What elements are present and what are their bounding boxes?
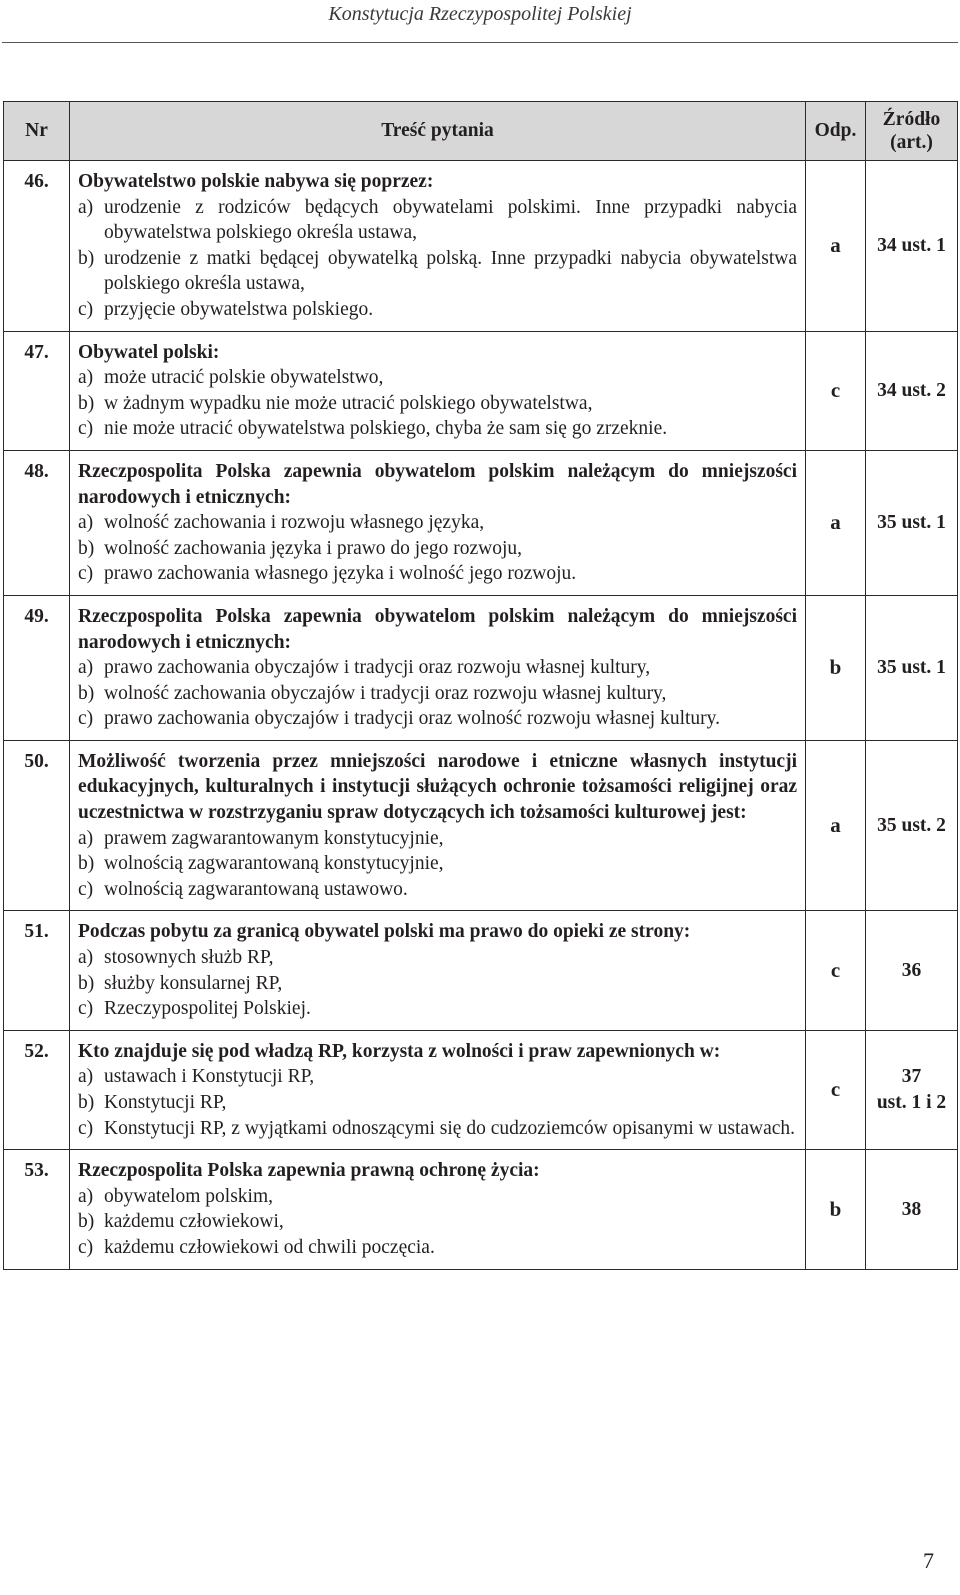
option-text: każdemu człowiekowi od chwili poczęcia. (104, 1236, 435, 1258)
option-letter: b) (78, 853, 95, 875)
source-article (866, 1150, 958, 1269)
option-text: prawo zachowania własnego języka i wolność jego rozwoju. (104, 563, 577, 585)
source-article (866, 740, 958, 911)
option-letter: c) (78, 1236, 94, 1258)
question-cell (70, 740, 806, 911)
question-number: 50. (4, 740, 70, 911)
answer-option (78, 297, 797, 323)
answer-option (78, 536, 797, 562)
answer-option (78, 246, 797, 297)
option-letter: b) (78, 682, 95, 704)
answer-option (78, 195, 797, 246)
header-answer: Odp. (806, 102, 866, 161)
option-text: stosownych służb RP, (104, 947, 274, 969)
question-cell (70, 595, 806, 740)
question-text: Obywatelstwo polskie nabywa się poprzez: (78, 171, 434, 192)
table-row (4, 740, 958, 911)
answer-option (78, 1184, 797, 1210)
option-letter: a) (78, 1185, 94, 1207)
option-text: w żadnym wypadku nie może utracić polskiego obywatelstwa, (104, 392, 593, 414)
option-text: prawo zachowania obyczajów i tradycji oraz rozwoju własnej kultury, (104, 657, 651, 679)
answer-option (78, 416, 797, 442)
option-text: urodzenie z rodziców będących obywatelami polskimi. Inne przypadki nabycia obywatelstwa polskiego określa ustawa, (104, 196, 797, 244)
question-cell (70, 161, 806, 332)
option-letter: b) (78, 1092, 95, 1113)
answer-option (78, 510, 797, 536)
question-text: Rzeczpospolita Polska zapewnia obywatelom polskim należącym do mniejszości narodowych i etnicznych: (78, 605, 797, 653)
question-cell (70, 1030, 806, 1149)
option-letter: b) (78, 972, 95, 994)
questions-body (4, 161, 958, 1270)
question-text: Możliwość tworzenia przez mniejszości narodowe i etniczne własnych instytucji edukacyjnych, kulturalnych i instytucji służących ochronie tożsamości religijnej oraz uczestnictwa w rozstrzyganiu spraw dotyczących ich tożsamości kulturowej jest: (78, 750, 797, 824)
source-line: 35 ust. 1 (877, 657, 946, 679)
table-row (4, 1030, 958, 1149)
question-number: 46. (4, 161, 70, 332)
option-text: wolnością zagwarantowaną ustawowo. (104, 878, 408, 900)
source-line: 37 (901, 1066, 922, 1088)
option-text: wolność zachowania obyczajów i tradycji oraz rozwoju własnej kultury, (104, 682, 667, 704)
question-text: Podczas pobytu za granicą obywatel polski ma prawo do opieki ze strony: (78, 921, 691, 943)
source-line: 38 (901, 1198, 922, 1220)
source-article (866, 595, 958, 740)
answer-option (78, 996, 797, 1022)
table-row (4, 1150, 958, 1269)
running-head: Konstytucja Rzeczypospolitej Polskiej (328, 3, 632, 25)
page-number: 7 (923, 1548, 934, 1573)
option-text: obywatelom polskim, (104, 1185, 273, 1207)
source-article (866, 1030, 958, 1149)
question-text: Kto znajduje się pod władzą RP, korzysta z wolności i praw zapewnionych w: (78, 1040, 721, 1062)
question-text: Rzeczpospolita Polska zapewnia prawną ochronę życia: (78, 1160, 540, 1182)
question-number: 48. (4, 450, 70, 595)
header-nr: Nr (4, 102, 70, 161)
table-row (4, 161, 958, 332)
correct-answer: a (806, 161, 866, 332)
answer-option (78, 1116, 797, 1142)
question-number: 47. (4, 331, 70, 450)
header-source-line1: Źródło (882, 109, 941, 130)
header-source (866, 102, 958, 161)
option-text: prawem zagwarantowanym konstytucyjnie, (104, 827, 444, 849)
header-rule (2, 42, 958, 43)
question-number: 52. (4, 1030, 70, 1149)
option-letter: a) (78, 1066, 94, 1088)
source-line: ust. 1 i 2 (876, 1092, 947, 1113)
answer-option (78, 391, 797, 417)
option-letter: c) (78, 418, 94, 440)
source-article (866, 911, 958, 1030)
answer-option (78, 681, 797, 707)
correct-answer: c (806, 1030, 866, 1149)
option-letter: a) (78, 947, 94, 969)
option-letter: b) (78, 1211, 95, 1233)
option-text: każdemu człowiekowi, (104, 1211, 284, 1233)
option-text: urodzenie z matki będącej obywatelką polską. Inne przypadki nabycia obywatelstwa polskiego określa ustawa, (104, 247, 797, 295)
answer-option (78, 706, 797, 732)
source-article (866, 161, 958, 332)
answer-option (78, 945, 797, 971)
correct-answer: c (806, 911, 866, 1030)
source-line: 35 ust. 2 (877, 814, 946, 836)
header-source-line2: (art.) (890, 132, 933, 153)
option-letter: a) (78, 512, 94, 534)
option-text: Konstytucji RP, (104, 1092, 227, 1113)
source-line: 34 ust. 2 (877, 379, 946, 401)
option-letter: b) (78, 392, 95, 414)
question-text: Rzeczpospolita Polska zapewnia obywatelom polskim należącym do mniejszości narodowych i etnicznych: (78, 460, 797, 508)
option-letter: b) (78, 247, 95, 269)
question-number: 51. (4, 911, 70, 1030)
option-letter: a) (78, 827, 94, 849)
questions-table (3, 101, 958, 1270)
question-text: Obywatel polski: (78, 341, 220, 363)
question-number: 49. (4, 595, 70, 740)
table-row (4, 595, 958, 740)
answer-option (78, 655, 797, 681)
option-letter: c) (78, 878, 94, 900)
option-text: przyjęcie obywatelstwa polskiego. (104, 298, 374, 320)
option-letter: c) (78, 708, 94, 730)
correct-answer: a (806, 450, 866, 595)
answer-option (78, 365, 797, 391)
table-row (4, 911, 958, 1030)
option-text: może utracić polskie obywatelstwo, (104, 367, 384, 389)
answer-option (78, 971, 797, 997)
answer-option (78, 877, 797, 903)
option-letter: c) (78, 563, 94, 585)
source-line: 35 ust. 1 (877, 512, 946, 534)
answer-option (78, 1064, 797, 1090)
question-cell (70, 450, 806, 595)
option-letter: a) (78, 367, 94, 389)
source-article (866, 450, 958, 595)
option-text: wolność zachowania i rozwoju własnego języka, (104, 512, 485, 534)
answer-option (78, 1209, 797, 1235)
answer-option (78, 1235, 797, 1261)
option-letter: b) (78, 537, 95, 559)
option-text: wolnością zagwarantowaną konstytucyjnie, (104, 853, 444, 875)
option-text: wolność zachowania języka i prawo do jego rozwoju, (104, 537, 523, 559)
correct-answer: b (806, 1150, 866, 1269)
option-text: ustawach i Konstytucji RP, (104, 1066, 315, 1088)
answer-option (78, 561, 797, 587)
option-text: Rzeczypospolitej Polskiej. (104, 998, 311, 1020)
table-row (4, 450, 958, 595)
correct-answer: c (806, 331, 866, 450)
header-question: Treść pytania (70, 102, 806, 161)
table-header-row (4, 102, 958, 161)
option-letter: a) (78, 657, 94, 679)
table-row (4, 331, 958, 450)
question-cell (70, 331, 806, 450)
answer-option (78, 851, 797, 877)
correct-answer: b (806, 595, 866, 740)
answer-option (78, 1090, 797, 1116)
question-cell (70, 1150, 806, 1269)
option-text: Konstytucji RP, z wyjątkami odnoszącymi się do cudzoziemców opisanymi w ustawach. (104, 1117, 796, 1139)
option-text: służby konsularnej RP, (104, 972, 283, 994)
question-cell (70, 911, 806, 1030)
correct-answer: a (806, 740, 866, 911)
option-text: prawo zachowania obyczajów i tradycji oraz wolność rozwoju własnej kultury. (104, 708, 721, 730)
option-letter: c) (78, 298, 94, 320)
option-letter: c) (78, 998, 94, 1020)
answer-option (78, 826, 797, 852)
source-line: 34 ust. 1 (877, 234, 946, 256)
option-letter: c) (78, 1117, 94, 1139)
option-text: nie może utracić obywatelstwa polskiego, chyba że sam się go zrzeknie. (104, 418, 668, 440)
source-article (866, 331, 958, 450)
source-line: 36 (901, 959, 922, 981)
option-letter: a) (78, 196, 94, 218)
question-number: 53. (4, 1150, 70, 1269)
